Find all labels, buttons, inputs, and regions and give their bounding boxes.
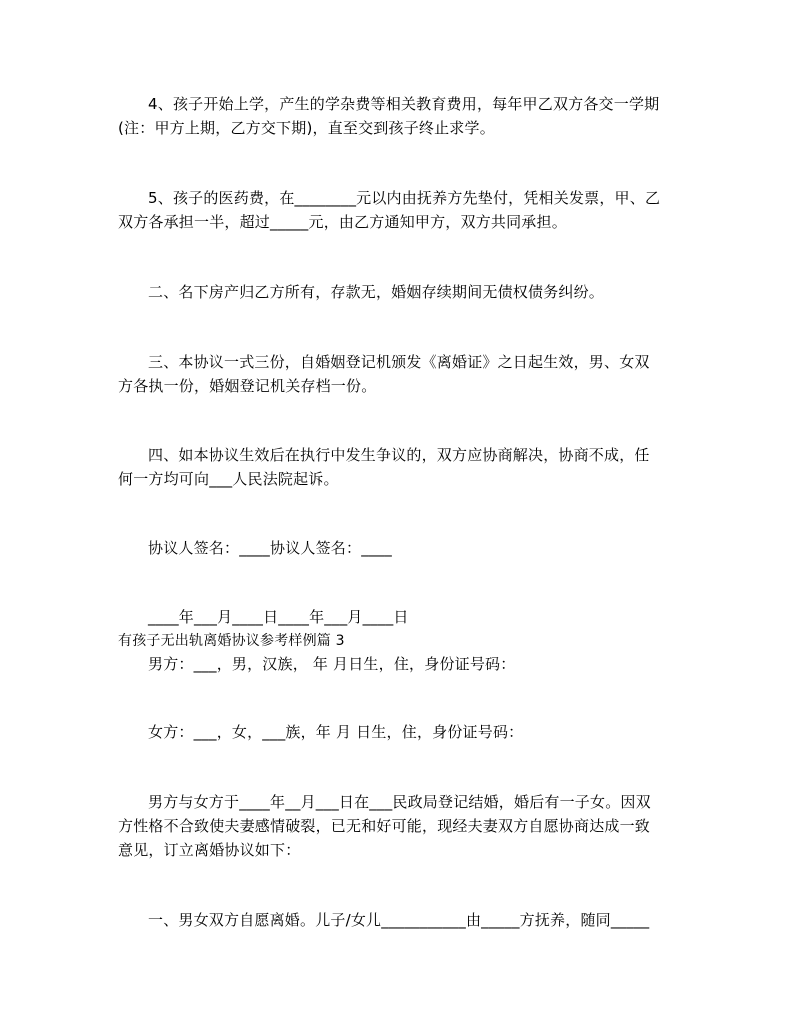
date-line: ____年___月____日____年___月____日 <box>148 608 409 626</box>
marriage-statement-line-2: 方性格不合致使夫妻感情破裂，已无和好可能，现经夫妻双方自愿协商达成一致 <box>118 817 651 835</box>
female-party-line: 女方：___，女，___族，年 月 日生，住，身份证号码： <box>148 723 524 741</box>
clause-2: 二、名下房产归乙方所有，存款无，婚姻存续期间无债权债务纠纷。 <box>148 283 605 301</box>
clause-4-line-2: (注：甲方上期，乙方交下期)，直至交到孩子终止求学。 <box>118 119 495 137</box>
clause-4-dispute-line-2: 何一方均可向___人民法院起诉。 <box>118 470 339 488</box>
clause-3-line-1: 三、本协议一式三份，自婚姻登记机颁发《离婚证》之日起生效，男、女双 <box>148 353 650 371</box>
signature-line: 协议人签名：____协议人签名：____ <box>148 539 393 557</box>
clause-5-line-1: 5、孩子的医药费，在________元以内由抚养方先垫付，凭相关发票，甲、乙 <box>148 189 661 207</box>
clause-5-line-2: 双方各承担一半，超过_____元，由乙方通知甲方，双方共同承担。 <box>118 213 567 231</box>
clause-4-line-1: 4、孩子开始上学，产生的学杂费等相关教育费用，每年甲乙双方各交一学期 <box>148 95 660 113</box>
clause-4-dispute-line-1: 四、如本协议生效后在执行中发生争议的，双方应协商解决，协商不成，任 <box>148 446 650 464</box>
marriage-statement-line-3: 意见，订立离婚协议如下： <box>118 841 301 859</box>
section-title: 有孩子无出轨离婚协议参考样例篇 3 <box>118 633 345 649</box>
clause-1-line-1: 一、男女双方自愿离婚。儿子/女儿___________由_____方抚养，随同_____ <box>148 911 650 929</box>
marriage-statement-line-1: 男方与女方于____年__月___日在___民政局登记结婚，婚后有一子女。因双 <box>148 793 651 811</box>
male-party-line: 男方：___，男，汉族， 年 月日生，住，身份证号码： <box>148 655 516 673</box>
clause-3-line-2: 方各执一份，婚姻登记机关存档一份。 <box>118 377 377 395</box>
